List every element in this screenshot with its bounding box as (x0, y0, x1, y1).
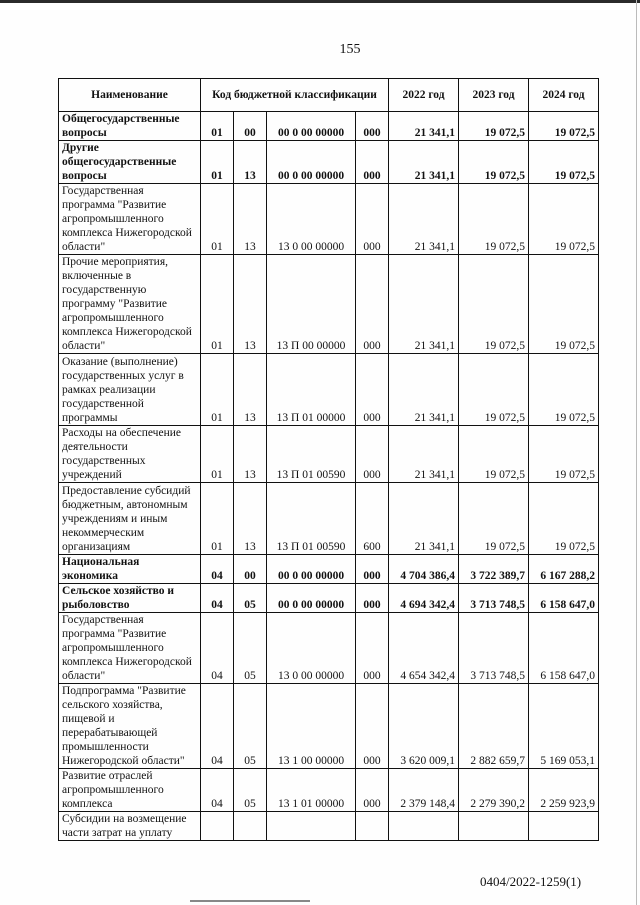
cell-section: 01 (201, 112, 234, 141)
cell-target-code: 13 1 01 00000 (267, 769, 356, 812)
cell-2022: 21 341,1 (389, 483, 459, 555)
cell-2023: 2 882 659,7 (459, 684, 529, 769)
cell-2022: 4 694 342,4 (389, 584, 459, 613)
cell-expense-type: 000 (356, 613, 389, 684)
cell-section: 01 (201, 184, 234, 255)
table-row (59, 426, 599, 483)
cell-2024: 19 072,5 (529, 141, 599, 184)
cell-target-code: 13 0 00 00000 (267, 184, 356, 255)
cell-section: 01 (201, 141, 234, 184)
cell-target-code: 13 П 00 00000 (267, 255, 356, 354)
table-row (59, 555, 599, 584)
scan-top-border (0, 0, 640, 3)
cell-target-code (267, 812, 356, 841)
table-row (59, 584, 599, 613)
cell-section: 01 (201, 354, 234, 426)
cell-2022: 4 704 386,4 (389, 555, 459, 584)
cell-target-code: 13 П 01 00000 (267, 354, 356, 426)
cell-2022: 21 341,1 (389, 354, 459, 426)
cell-2022: 4 654 342,4 (389, 613, 459, 684)
cell-subsection: 13 (234, 426, 267, 483)
cell-subsection: 13 (234, 255, 267, 354)
cell-2023: 19 072,5 (459, 483, 529, 555)
cell-2022: 2 379 148,4 (389, 769, 459, 812)
cell-2023: 3 713 748,5 (459, 584, 529, 613)
cell-expense-type: 000 (356, 555, 389, 584)
cell-2023: 19 072,5 (459, 354, 529, 426)
page-number: 155 (339, 42, 361, 57)
cell-target-code: 00 0 00 00000 (267, 112, 356, 141)
cell-section: 01 (201, 255, 234, 354)
cell-2022: 21 341,1 (389, 184, 459, 255)
table-row (59, 812, 599, 841)
cell-target-code: 00 0 00 00000 (267, 555, 356, 584)
cell-2024: 6 158 647,0 (529, 613, 599, 684)
cell-2024 (529, 812, 599, 841)
cell-2024: 19 072,5 (529, 184, 599, 255)
table-row (59, 684, 599, 769)
cell-target-code: 13 0 00 00000 (267, 613, 356, 684)
header-2022: 2022 год (389, 79, 459, 112)
cell-section: 04 (201, 769, 234, 812)
cell-subsection: 05 (234, 769, 267, 812)
table-row (59, 354, 599, 426)
cell-2022 (389, 812, 459, 841)
cell-2023: 3 722 389,7 (459, 555, 529, 584)
cell-name: Подпрограмма "Развитие сельского хозяйства, пищевой и перерабатывающей промышленности Нижегородской области" (59, 684, 201, 769)
cell-2023 (459, 812, 529, 841)
cell-2024: 19 072,5 (529, 354, 599, 426)
table-row (59, 141, 599, 184)
header-code: Код бюджетной классификации (201, 79, 389, 112)
cell-name: Прочие мероприятия, включенные в государственную программу "Развитие агропромышленного комплекса Нижегородской области" (59, 255, 201, 354)
cell-expense-type (356, 812, 389, 841)
cell-expense-type: 000 (356, 255, 389, 354)
cell-name: Оказание (выполнение) государственных услуг в рамках реализации государственной программы (59, 354, 201, 426)
cell-name: Предоставление субсидий бюджетным, автономным учреждениям и иным некоммерческим организациям (59, 483, 201, 555)
cell-name: Развитие отраслей агропромышленного комплекса (59, 769, 201, 812)
cell-target-code: 13 П 01 00590 (267, 483, 356, 555)
cell-expense-type: 000 (356, 584, 389, 613)
cell-section: 04 (201, 613, 234, 684)
cell-2024: 19 072,5 (529, 112, 599, 141)
cell-2023: 19 072,5 (459, 184, 529, 255)
cell-section: 01 (201, 426, 234, 483)
cell-subsection: 00 (234, 112, 267, 141)
cell-subsection (234, 812, 267, 841)
header-name: Наименование (59, 79, 201, 112)
table-row (59, 769, 599, 812)
cell-expense-type: 000 (356, 426, 389, 483)
cell-subsection: 05 (234, 684, 267, 769)
cell-2024: 6 167 288,2 (529, 555, 599, 584)
cell-target-code: 00 0 00 00000 (267, 584, 356, 613)
cell-name: Государственная программа "Развитие агропромышленного комплекса Нижегородской области" (59, 184, 201, 255)
cell-expense-type: 000 (356, 184, 389, 255)
table-row (59, 112, 599, 141)
header-2024: 2024 год (529, 79, 599, 112)
cell-subsection: 13 (234, 184, 267, 255)
cell-name: Другие общегосударственные вопросы (59, 141, 201, 184)
cell-2022: 21 341,1 (389, 141, 459, 184)
cell-expense-type: 000 (356, 769, 389, 812)
cell-2024: 6 158 647,0 (529, 584, 599, 613)
cell-expense-type: 000 (356, 141, 389, 184)
header-2023: 2023 год (459, 79, 529, 112)
cell-target-code: 00 0 00 00000 (267, 141, 356, 184)
cell-2022: 21 341,1 (389, 112, 459, 141)
cell-2024: 19 072,5 (529, 483, 599, 555)
cell-2022: 3 620 009,1 (389, 684, 459, 769)
cell-section: 04 (201, 584, 234, 613)
cell-expense-type: 000 (356, 112, 389, 141)
scan-bottom-mark (190, 900, 310, 902)
document-number: 0404/2022-1259(1) (480, 874, 582, 889)
cell-name: Сельское хозяйство и рыболовство (59, 584, 201, 613)
cell-subsection: 05 (234, 584, 267, 613)
cell-expense-type: 000 (356, 684, 389, 769)
cell-target-code: 13 1 00 00000 (267, 684, 356, 769)
table-row (59, 483, 599, 555)
cell-section: 04 (201, 555, 234, 584)
scan-right-edge (636, 0, 637, 905)
cell-name: Национальная экономика (59, 555, 201, 584)
cell-target-code: 13 П 01 00590 (267, 426, 356, 483)
cell-section: 04 (201, 684, 234, 769)
cell-name: Расходы на обеспечение деятельности государственных учреждений (59, 426, 201, 483)
cell-2023: 19 072,5 (459, 255, 529, 354)
cell-subsection: 13 (234, 483, 267, 555)
cell-2023: 19 072,5 (459, 112, 529, 141)
table-row (59, 613, 599, 684)
cell-name: Государственная программа "Развитие агропромышленного комплекса Нижегородской области" (59, 613, 201, 684)
table-row (59, 255, 599, 354)
cell-2022: 21 341,1 (389, 255, 459, 354)
cell-2024: 19 072,5 (529, 255, 599, 354)
cell-subsection: 13 (234, 354, 267, 426)
cell-2024: 19 072,5 (529, 426, 599, 483)
cell-expense-type: 600 (356, 483, 389, 555)
cell-subsection: 00 (234, 555, 267, 584)
cell-2023: 19 072,5 (459, 426, 529, 483)
cell-expense-type: 000 (356, 354, 389, 426)
budget-table (58, 78, 599, 841)
cell-2023: 2 279 390,2 (459, 769, 529, 812)
cell-name: Субсидии на возмещение части затрат на уплату (59, 812, 201, 841)
cell-section (201, 812, 234, 841)
cell-2023: 3 713 748,5 (459, 613, 529, 684)
table-row (59, 184, 599, 255)
cell-2024: 5 169 053,1 (529, 684, 599, 769)
cell-name: Общегосударственные вопросы (59, 112, 201, 141)
cell-2022: 21 341,1 (389, 426, 459, 483)
cell-section: 01 (201, 483, 234, 555)
cell-subsection: 05 (234, 613, 267, 684)
cell-2024: 2 259 923,9 (529, 769, 599, 812)
cell-2023: 19 072,5 (459, 141, 529, 184)
cell-subsection: 13 (234, 141, 267, 184)
table-header-row (59, 79, 599, 112)
